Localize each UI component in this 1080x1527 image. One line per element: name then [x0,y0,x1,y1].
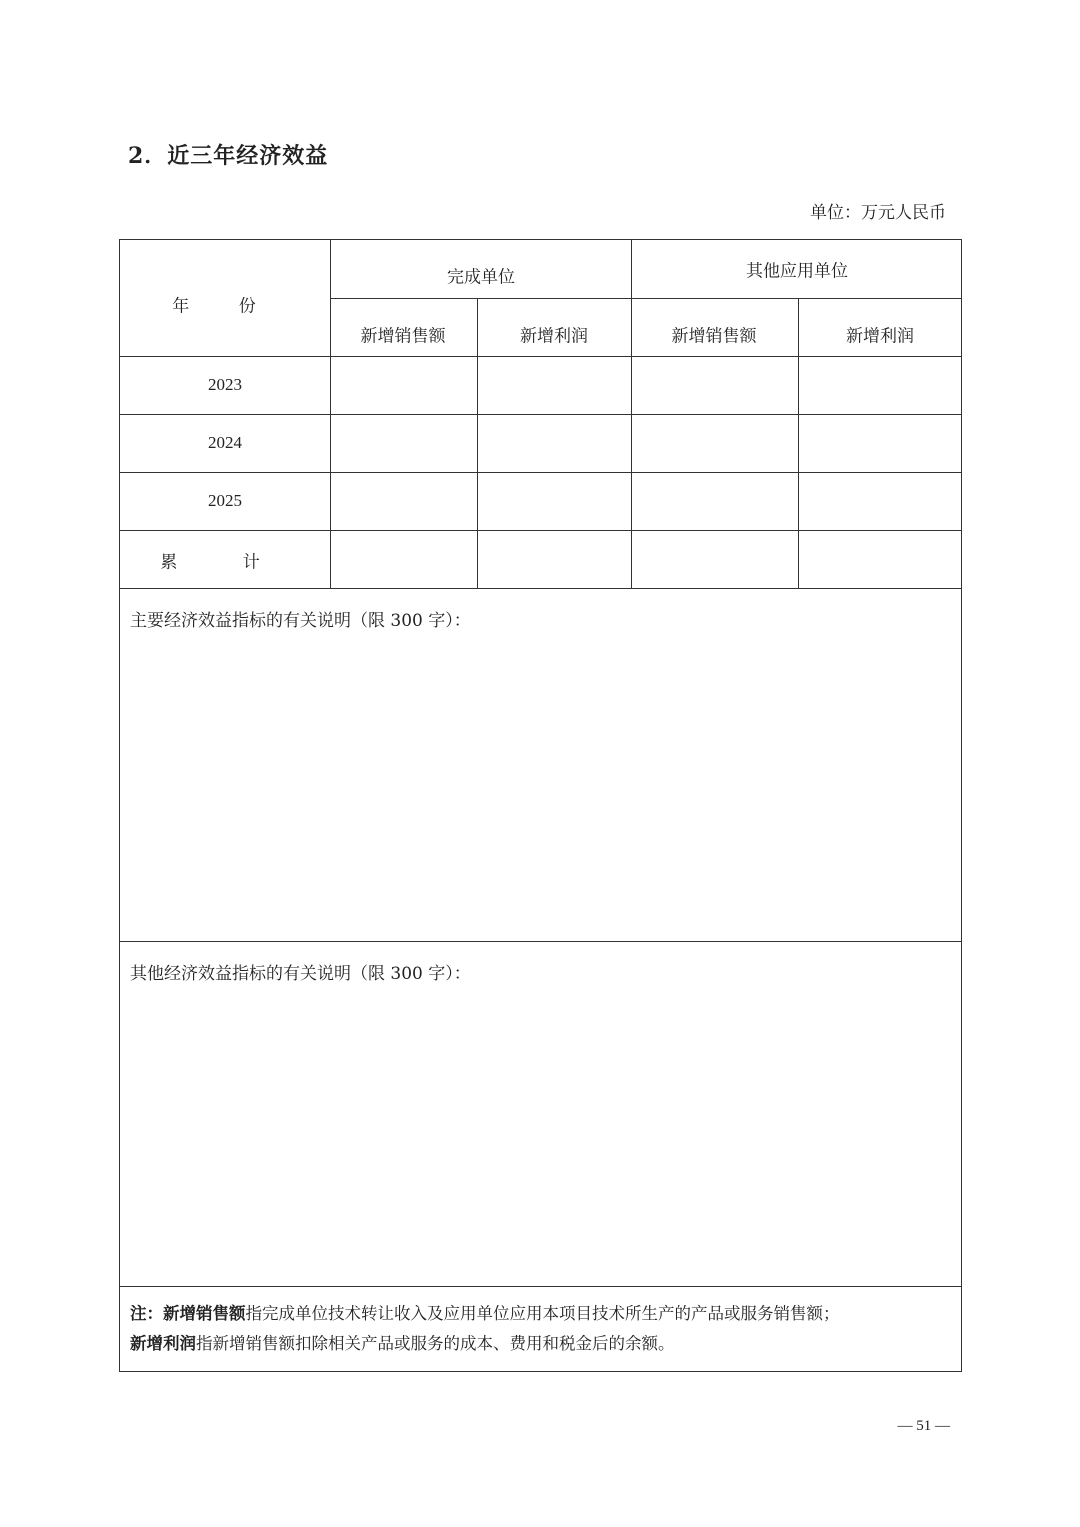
economic-benefit-table [119,239,962,1372]
year-header: 年 份 [172,296,278,317]
col-divider-2 [477,298,478,588]
row-divider-main-desc [120,941,962,942]
row-divider-other-desc [120,1286,962,1287]
other-description-label: 其他经济效益指标的有关说明（限 300 字）： [130,964,471,984]
sub-header-profit-completing: 新增利润 [520,326,588,347]
row-divider-2024 [120,472,962,473]
note-text-profit: 指新增销售额扣除相关产品或服务的成本、费用和税金后的余额。 [196,1334,675,1353]
note-line-2 [130,1329,675,1359]
note-term-sales: 新增销售额 [163,1304,246,1323]
group-header-other-units: 其他应用单位 [746,261,848,282]
note-term-profit: 新增利润 [130,1334,196,1353]
note-line-1 [130,1299,840,1329]
row-label-2023: 2023 [208,375,242,394]
row-label-total: 累 计 [160,552,290,573]
note-text-sales: 指完成单位技术转让收入及应用单位应用本项目技术所生产的产品或服务销售额； [245,1304,840,1323]
row-label-2024: 2024 [208,433,242,452]
col-divider-4 [798,298,799,588]
row-divider-2023 [120,414,962,415]
row-divider-2025 [120,530,962,531]
note-prefix: 注： [130,1304,163,1323]
section-title: 2．近三年经济效益 [128,143,329,169]
page-number: — 51 — [897,1418,950,1434]
row-divider-total [120,588,962,589]
row-label-2025: 2025 [208,491,242,510]
row-divider-header [120,356,962,357]
sub-header-profit-other: 新增利润 [846,326,914,347]
main-description-label: 主要经济效益指标的有关说明（限 300 字）： [130,611,471,631]
sub-header-sales-other: 新增销售额 [671,326,757,347]
row-divider-group-header [330,298,962,299]
unit-note: 单位：万元人民币 [810,203,946,223]
group-header-completing-unit: 完成单位 [447,267,515,288]
sub-header-sales-completing: 新增销售额 [360,326,446,347]
